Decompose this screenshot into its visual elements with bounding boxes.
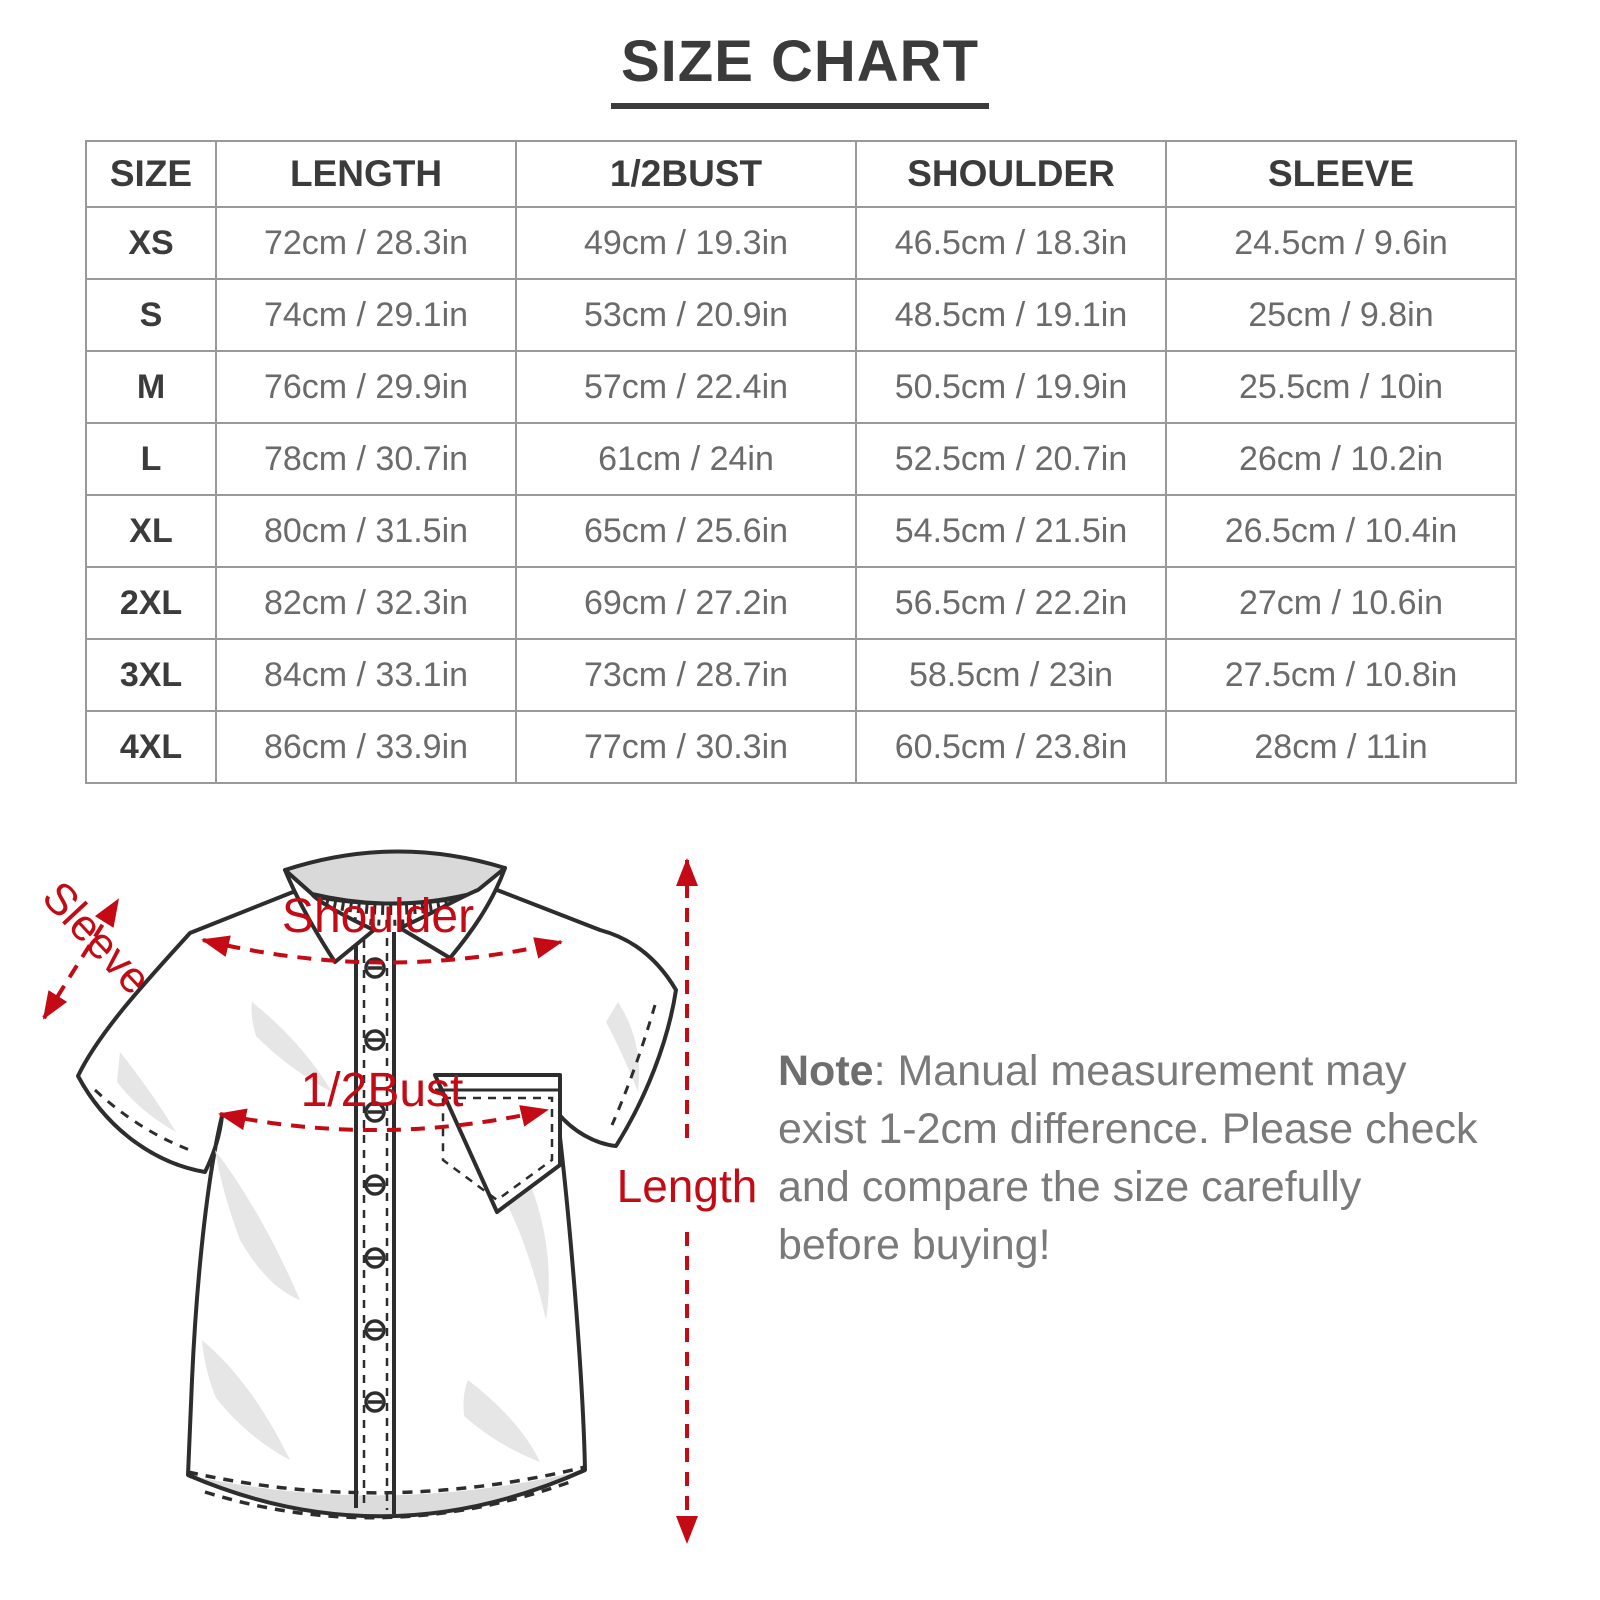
table-cell: 84cm / 33.1in — [216, 639, 516, 711]
table-cell: 78cm / 30.7in — [216, 423, 516, 495]
table-cell: 27.5cm / 10.8in — [1166, 639, 1516, 711]
row-size-label: XL — [86, 495, 216, 567]
table-cell: 58.5cm / 23in — [856, 639, 1166, 711]
table-cell: 69cm / 27.2in — [516, 567, 856, 639]
table-cell: 86cm / 33.9in — [216, 711, 516, 783]
note-text — [778, 1042, 1478, 1274]
length-label: Length — [616, 1160, 758, 1212]
column-header: SHOULDER — [856, 141, 1166, 207]
table-cell: 80cm / 31.5in — [216, 495, 516, 567]
table-cell: 65cm / 25.6in — [516, 495, 856, 567]
table-row — [86, 351, 1516, 423]
shirt-measurement-diagram — [0, 820, 760, 1590]
column-header: SLEEVE — [1166, 141, 1516, 207]
table-cell: 48.5cm / 19.1in — [856, 279, 1166, 351]
table-cell: 25cm / 9.8in — [1166, 279, 1516, 351]
table-row — [86, 423, 1516, 495]
row-size-label: S — [86, 279, 216, 351]
table-row — [86, 711, 1516, 783]
table-row — [86, 495, 1516, 567]
table-cell: 26.5cm / 10.4in — [1166, 495, 1516, 567]
table-cell: 72cm / 28.3in — [216, 207, 516, 279]
column-header: SIZE — [86, 141, 216, 207]
table-cell: 73cm / 28.7in — [516, 639, 856, 711]
table-cell: 46.5cm / 18.3in — [856, 207, 1166, 279]
table-cell: 54.5cm / 21.5in — [856, 495, 1166, 567]
row-size-label: L — [86, 423, 216, 495]
table-row — [86, 207, 1516, 279]
row-size-label: 4XL — [86, 711, 216, 783]
note-label: Note — [778, 1047, 874, 1095]
row-size-label: 2XL — [86, 567, 216, 639]
table-cell: 60.5cm / 23.8in — [856, 711, 1166, 783]
table-cell: 57cm / 22.4in — [516, 351, 856, 423]
table-cell: 82cm / 32.3in — [216, 567, 516, 639]
shirt-outline — [78, 890, 676, 1515]
table-cell: 28cm / 11in — [1166, 711, 1516, 783]
table-cell: 27cm / 10.6in — [1166, 567, 1516, 639]
bust-label: 1/2Bust — [300, 1064, 464, 1117]
page-title: SIZE CHART — [611, 28, 989, 109]
table-cell: 74cm / 29.1in — [216, 279, 516, 351]
table-header — [86, 141, 1516, 207]
note-body: : Manual measurement may exist 1-2cm difference. Please check and compare the size carefully before buying! — [778, 1047, 1478, 1269]
table-cell: 26cm / 10.2in — [1166, 423, 1516, 495]
row-size-label: XS — [86, 207, 216, 279]
row-size-label: M — [86, 351, 216, 423]
table-header-row — [86, 141, 1516, 207]
sleeve-label: Sleeve — [32, 872, 161, 1005]
column-header: LENGTH — [216, 141, 516, 207]
table-cell: 77cm / 30.3in — [516, 711, 856, 783]
table-row — [86, 567, 1516, 639]
table-row — [86, 279, 1516, 351]
table-cell: 61cm / 24in — [516, 423, 856, 495]
table-cell: 76cm / 29.9in — [216, 351, 516, 423]
table-cell: 50.5cm / 19.9in — [856, 351, 1166, 423]
title-bar — [0, 28, 1600, 109]
size-chart-table — [85, 140, 1517, 784]
column-header: 1/2BUST — [516, 141, 856, 207]
table-cell: 24.5cm / 9.6in — [1166, 207, 1516, 279]
row-size-label: 3XL — [86, 639, 216, 711]
table-cell: 53cm / 20.9in — [516, 279, 856, 351]
size-table-body — [86, 207, 1516, 783]
table-cell: 49cm / 19.3in — [516, 207, 856, 279]
table-cell: 52.5cm / 20.7in — [856, 423, 1166, 495]
table-cell: 56.5cm / 22.2in — [856, 567, 1166, 639]
table-cell: 25.5cm / 10in — [1166, 351, 1516, 423]
table-row — [86, 639, 1516, 711]
shoulder-label: Shoulder — [281, 890, 475, 943]
